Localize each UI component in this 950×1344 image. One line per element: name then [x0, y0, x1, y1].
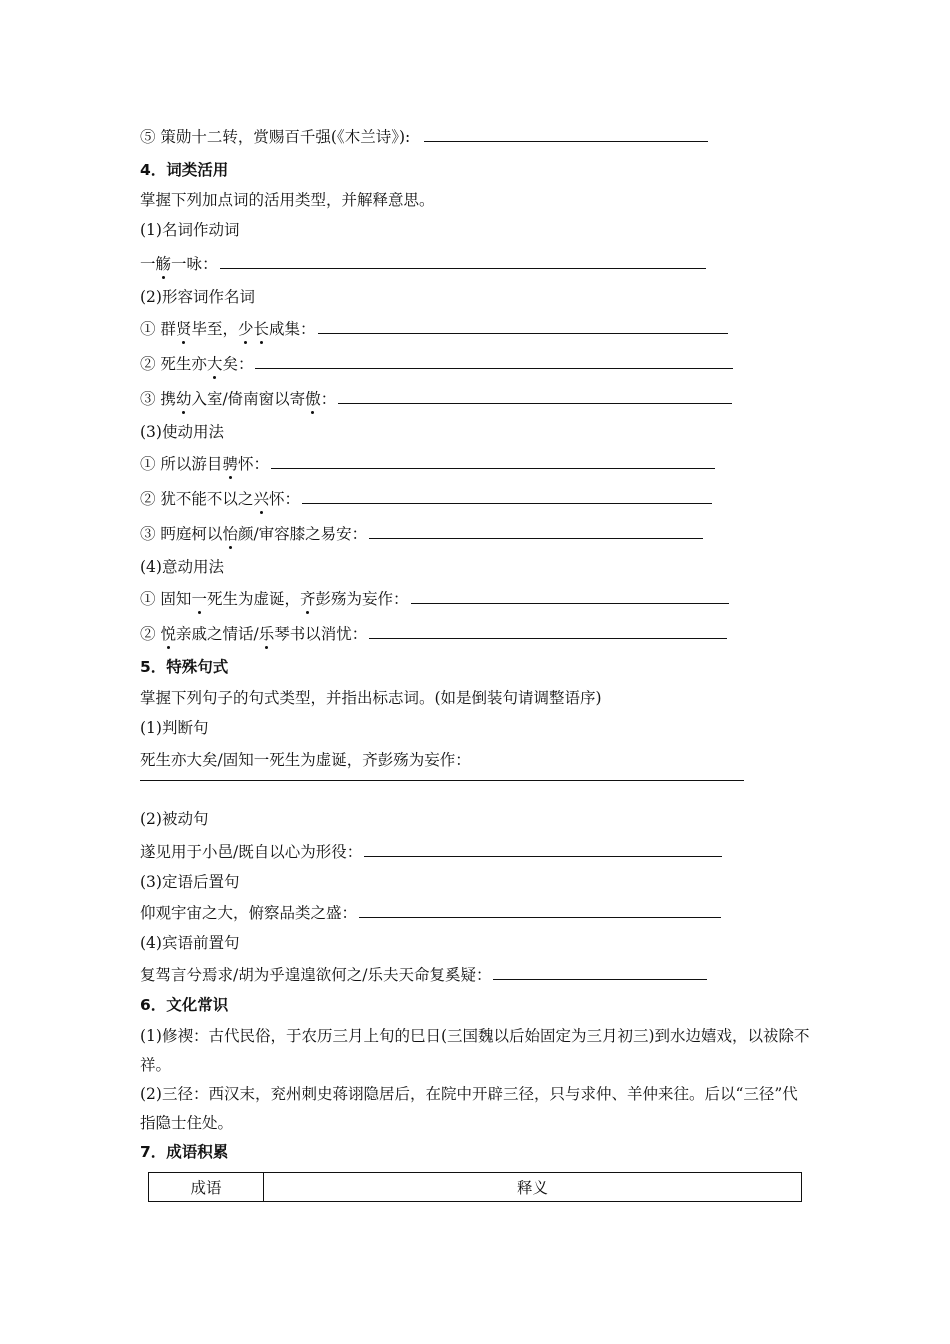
sentence-text: 入室/倚南窗以寄 [191, 390, 306, 408]
item-5-text: ⑤ 策勋十二转，赏赐百千强(《木兰诗》): [140, 128, 411, 146]
exercise-line [140, 841, 722, 861]
answer-blank[interactable] [255, 353, 733, 369]
subheading-noun-as-verb: (1)名词作动词 [140, 221, 240, 239]
dotted-word: 大 [206, 355, 223, 373]
exercise-line [140, 318, 728, 338]
exercise-line [140, 388, 732, 408]
section-6-heading: 6．文化常识 [140, 996, 229, 1014]
sentence-text: 彭殇为妄作： [315, 590, 409, 608]
exercise-line [140, 902, 721, 922]
section-5-intro: 掌握下列句子的句式类型，并指出标志词。(如是倒装句请调整语序) [140, 689, 602, 707]
answer-blank[interactable] [369, 623, 727, 639]
culture-note-sanjing: (2)三径：西汉末，兖州刺史蒋诩隐居后，在院中开辟三径，只与求仲、羊仲来往。后以“三径”代指隐士住处。 [140, 1085, 798, 1132]
dotted-word: 骋 [222, 455, 238, 473]
dotted-word: 幼 [175, 390, 192, 408]
sentence-text: 复驾言兮焉求/胡为乎遑遑欲何之/乐夫天命复奚疑： [140, 966, 492, 984]
dotted-word: 觞 [155, 255, 172, 273]
column-header-idiom: 成语 [149, 1173, 264, 1202]
dotted-word: 兴 [253, 490, 269, 508]
sentence-text: 咸集： [269, 320, 316, 338]
sentence-text: 仰观宇宙之大，俯察品类之盛： [140, 904, 358, 922]
answer-blank[interactable] [369, 523, 703, 539]
table-header-row [149, 1173, 802, 1202]
sentence-text: ② [140, 625, 161, 643]
sentence-text: 琴书以消忧： [274, 625, 368, 643]
subheading-adj-as-noun: (2)形容词作名词 [140, 288, 255, 306]
exercise-line [140, 488, 712, 508]
sentence-text: 咏 [186, 255, 203, 273]
sentence-text: ① 所以游目 [140, 455, 223, 473]
dotted-word: 怡 [222, 525, 238, 543]
exercise-line [140, 453, 715, 473]
sentence-text: ： [320, 390, 337, 408]
exercise-line [140, 623, 727, 643]
dotted-word: 长 [253, 320, 269, 338]
answer-blank[interactable] [359, 902, 721, 918]
subheading-postpositive-attributive: (3)定语后置句 [140, 873, 240, 891]
sentence-text: ③ 携 [140, 390, 176, 408]
sentence-text: 毕至， [191, 320, 238, 338]
answer-blank[interactable] [493, 964, 707, 980]
answer-blank[interactable] [411, 588, 729, 604]
section-4-heading: 4．词类活用 [140, 161, 229, 179]
sentence-text: 一 [140, 255, 156, 273]
dotted-word: 乐 [258, 625, 275, 643]
answer-blank[interactable] [220, 253, 706, 269]
sentence-text: ② 死生亦 [140, 355, 207, 373]
sentence-text: ① 固知 [140, 590, 192, 608]
sentence-text: ② 犹不能不以之 [140, 490, 254, 508]
sentence-text: 遂见用于小邑/既自以心为形役： [140, 843, 363, 861]
answer-blank[interactable] [302, 488, 712, 504]
dotted-word: 齐 [299, 590, 316, 608]
subheading-judgment: (1)判断句 [140, 719, 209, 737]
dotted-word: 傲 [305, 390, 321, 408]
answer-blank[interactable] [140, 780, 744, 781]
section-7-heading: 7．成语积累 [140, 1143, 229, 1161]
subheading-passive: (2)被动句 [140, 810, 209, 828]
item-5-line [140, 126, 708, 146]
sentence-text: ③ 眄庭柯以 [140, 525, 223, 543]
answer-blank[interactable] [424, 126, 708, 142]
exercise-line [140, 353, 733, 373]
answer-blank[interactable] [318, 318, 728, 334]
sentence-text: ： [202, 255, 218, 273]
exercise-line [140, 523, 703, 543]
dotted-word: 一 [191, 590, 207, 608]
answer-blank[interactable] [271, 453, 715, 469]
culture-note-xiuxi: (1)修禊：古代民俗，于农历三月上旬的巳日(三国魏以后始固定为三月初三)到水边嬉戏，以祓除不祥。 [140, 1027, 810, 1074]
subheading-causative: (3)使动用法 [140, 423, 224, 441]
column-header-meaning: 释义 [264, 1173, 802, 1202]
sentence-text: ① 群 [140, 320, 176, 338]
exercise-line [140, 253, 706, 273]
sentence-text: 死生为虚诞， [206, 590, 300, 608]
section-4-intro: 掌握下列加点词的活用类型，并解释意思。 [140, 191, 435, 209]
dotted-word: 贤 [175, 320, 192, 338]
sentence-text: 亲戚之情话/ [175, 625, 259, 643]
sentence-text: 一 [171, 255, 187, 273]
dotted-word: 悦 [160, 625, 176, 643]
exercise-line [140, 964, 707, 984]
sentence-text: 怀： [237, 455, 269, 473]
subheading-putative: (4)意动用法 [140, 558, 224, 576]
sentence-text: 怀： [268, 490, 300, 508]
answer-blank[interactable] [364, 841, 722, 857]
section-5-heading: 5．特殊句式 [140, 658, 229, 676]
subheading-object-preposing: (4)宾语前置句 [140, 934, 240, 952]
sentence-text: 矣： [222, 355, 254, 373]
sentence-text: 颜/审容膝之易安： [237, 525, 368, 543]
idiom-table [148, 1172, 802, 1202]
exercise-text: 死生亦大矣/固知一死生为虚诞，齐彭殇为妄作： [140, 751, 471, 769]
answer-blank[interactable] [338, 388, 732, 404]
exercise-line [140, 588, 729, 608]
dotted-word: 少 [237, 320, 254, 338]
